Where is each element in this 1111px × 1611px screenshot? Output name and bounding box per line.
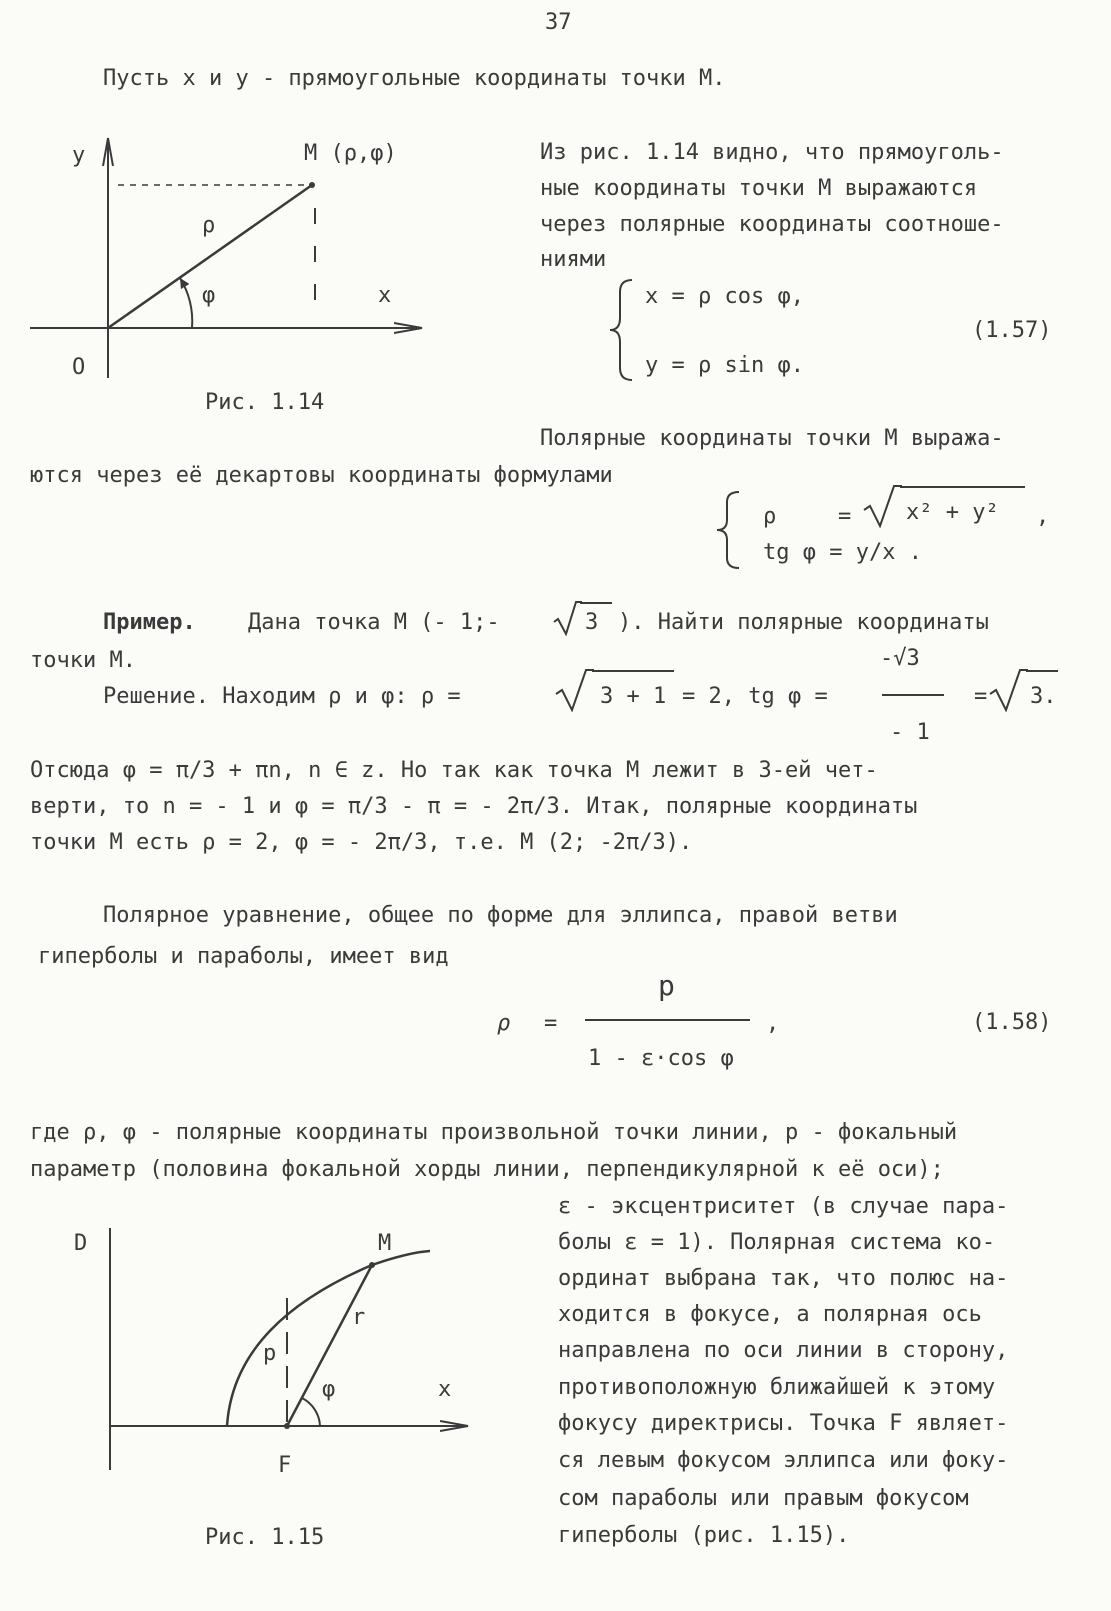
solution-part-a: Решение. Находим ρ и φ: ρ = [103,684,461,709]
eq158-denominator: 1 - ε·cos φ [588,1046,734,1071]
sqrt-sign-2 [552,600,582,636]
fig14-caption: Рис. 1.14 [205,390,325,415]
brace-inverse [715,490,745,570]
figure-1-15 [60,1220,530,1480]
example-line1b: ). Найти полярные координаты [618,610,989,635]
eq157-number: (1.57) [972,318,1052,343]
example-line2: точки M. [30,648,136,673]
fig14-label-O: O [72,355,86,380]
para1-line1: Из рис. 1.14 видно, что прямоуголь- [540,140,1004,165]
fig15-caption: Рис. 1.15 [205,1525,325,1550]
fig14-label-rho: ρ [202,213,216,238]
para2-line2: ются через её декартовы координаты формулами [30,463,613,488]
fig15-label-x: x [438,1377,452,1402]
para1-line3: через полярные координаты соотноше- [540,212,1004,237]
sqrt-bar-4 [1026,670,1058,672]
para3-line2: гиперболы и параболы, имеет вид [38,944,449,969]
para1-line2: ные координаты точки M выражаются [540,176,978,201]
example-line4: Отсюда φ = π/3 + πn, n ∈ z. Но так как точка M лежит в 3-ей чет- [30,758,878,783]
example-heading: Пример. [103,610,196,635]
example-line1a: Дана точка M (- 1;- [248,610,500,635]
focus-F [284,1423,290,1429]
example-line6: точки M есть ρ = 2, φ = - 2π/3, т.е. M (2; -2π/3). [30,830,693,855]
brace-1-57 [608,278,638,382]
para4-line7: направлена по оси линии в сторону, [558,1338,1009,1363]
sqrt-sign-1 [862,484,902,528]
para4-line1: где ρ, φ - полярные координаты произвольной точки линии, p - фокальный [30,1120,958,1145]
fig14-label-y: y [72,143,86,168]
figure-1-14 [20,130,460,420]
example-line5: верти, то n = - 1 и φ = π/3 - π = - 2π/3. Итак, полярные координаты [30,794,918,819]
fig14-label-M: M (ρ,φ) [304,141,397,166]
sqrt-sign-4 [988,668,1028,712]
angle-arc [180,278,192,328]
sqrt-bar-2 [580,602,612,604]
eq-rho-radicand: x² + y² [906,500,999,525]
fig15-label-phi: φ [322,1377,336,1402]
sqrt-bar-1 [900,486,1025,488]
para4-line10: ся левым фокусом эллипса или фоку- [558,1448,1009,1473]
para4-line3: ε - эксцентриситет (в случае пара- [558,1194,1009,1219]
solution-radicand: 3 + 1 [600,684,667,709]
page-number: 37 [545,10,572,35]
eq158-number: (1.58) [972,1010,1052,1035]
solution-fraction-denominator: - 1 [890,720,930,745]
fig15-label-p: p [263,1341,277,1366]
angle-arc-fig15 [302,1398,320,1426]
point-M-fig15 [369,1262,375,1268]
fig15-label-D: D [74,1231,88,1256]
para2-line1: Полярные координаты точки M выража- [540,426,1004,451]
eq157-line1: x = ρ cos φ, [645,284,804,309]
eq158-fraction-line [585,1019,750,1021]
para4-line8: противоположную ближайшей к этому [558,1375,996,1400]
para4-line11: сом параболы или правым фокусом [558,1486,969,1511]
eq158-lhs: ρ [497,1011,511,1036]
para1-line4: ниями [540,247,607,272]
eq158-equals: = [544,1011,558,1036]
solution-fraction-line [882,694,944,696]
eq-rho-comma: , [1036,504,1050,529]
para4-line6: ходится в фокусе, а полярная ось [558,1302,982,1327]
point-M [309,182,315,188]
intro-text: Пусть x и y - прямоугольные координаты точки M. [103,66,726,91]
sqrt-sign-3 [554,668,594,712]
eq158-numerator: p [658,969,675,1002]
solution-part-c: = [974,684,988,709]
para3-line1: Полярное уравнение, общее по форме для эллипса, правой ветви [103,903,898,928]
eq-tg-line: tg φ = y/x . [763,540,922,565]
example-line1-radicand: 3 [585,610,599,635]
solution-fraction-numerator: -√3 [880,646,920,671]
fig15-label-F: F [278,1453,292,1478]
fig14-label-phi: φ [202,283,216,308]
para4-line5: ординат выбрана так, что полюс на- [558,1266,1009,1291]
sqrt-bar-3 [592,670,674,672]
eq-rho-eq: = [838,504,852,529]
para4-line4: болы ε = 1). Полярная система ко- [558,1230,996,1255]
solution-radicand-2: 3. [1030,684,1057,709]
para4-line9: фокусу директрисы. Точка F являет- [558,1411,1009,1436]
eq157-line2: y = ρ sin φ. [645,353,804,378]
eq158-comma: , [766,1011,780,1036]
solution-part-b: = 2, tg φ = [682,684,828,709]
fig15-label-M: M [378,1231,392,1256]
fig14-label-x: x [378,283,392,308]
eq-rho-lhs: ρ [763,504,777,529]
fig15-label-r: r [352,1305,366,1330]
para4-line12: гиперболы (рис. 1.15). [558,1523,850,1548]
para4-line2: параметр (половина фокальной хорды линии, перпендикулярной к её оси); [30,1157,944,1182]
